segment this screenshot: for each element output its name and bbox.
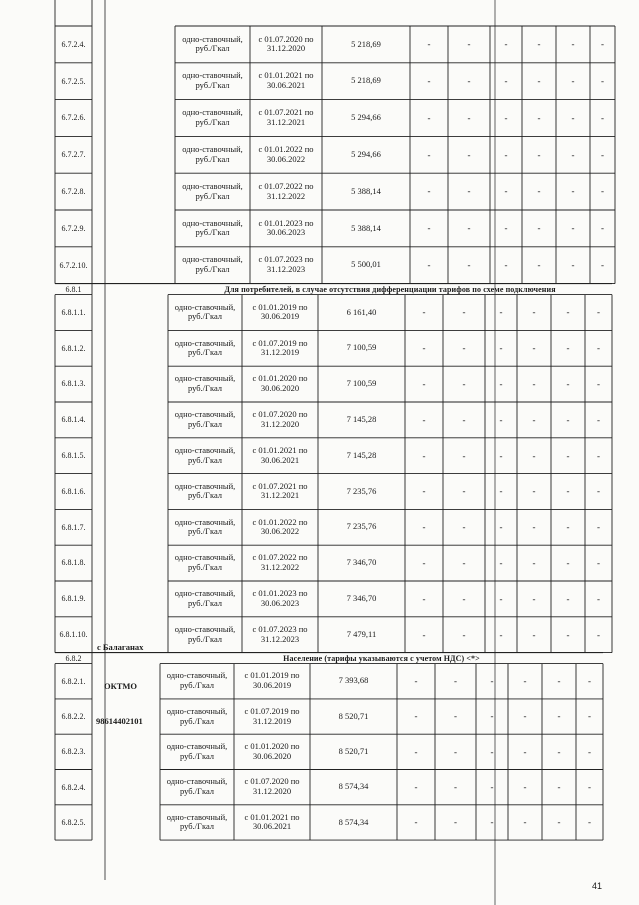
empty-value-cell: - <box>571 223 575 234</box>
tariff-type-cell: одно-ставочный, руб./Гкал <box>166 705 228 726</box>
empty-value-cell: - <box>427 112 431 123</box>
empty-value-cell: - <box>467 149 471 160</box>
empty-value-cell: - <box>504 149 508 160</box>
tariff-value-cell: 7 393,68 <box>338 675 369 686</box>
empty-value-cell: - <box>532 629 536 640</box>
empty-value-cell: - <box>597 486 600 497</box>
period-cell: с 01.01.2023 по 30.06.2023 <box>252 588 308 608</box>
empty-value-cell: - <box>462 378 466 389</box>
empty-value-cell: - <box>422 486 426 497</box>
empty-value-cell: - <box>499 414 503 425</box>
period-cell: с 01.07.2020 по 31.12.2020 <box>258 33 314 54</box>
tariff-type-cell: одно-ставочный, руб./Гкал <box>174 552 236 573</box>
empty-value-cell: - <box>462 486 466 497</box>
empty-value-cell: - <box>537 260 541 271</box>
empty-value-cell: - <box>422 593 426 604</box>
tariff-type-cell: одно-ставочный, руб./Гкал <box>174 588 236 608</box>
row-code: 6.8.1.5. <box>61 451 86 461</box>
empty-value-cell: - <box>499 343 503 354</box>
period-cell: с 01.07.2020 по 31.12.2020 <box>244 776 300 797</box>
empty-value-cell: - <box>597 557 600 568</box>
tariff-value-cell: 5 218,69 <box>351 38 381 49</box>
empty-value-cell: - <box>532 450 536 461</box>
empty-value-cell: - <box>467 186 471 197</box>
period-cell: с 01.07.2022 по 31.12.2022 <box>252 552 308 573</box>
empty-value-cell: - <box>523 781 527 792</box>
tariff-type-cell: одно-ставочный, руб./Гкал <box>174 480 236 501</box>
period-cell: с 01.01.2023 по 30.06.2023 <box>258 217 314 238</box>
empty-value-cell: - <box>588 711 591 722</box>
empty-value-cell: - <box>597 593 600 604</box>
empty-value-cell: - <box>537 149 541 160</box>
empty-value-cell: - <box>597 450 600 461</box>
empty-value-cell: - <box>601 112 604 123</box>
empty-value-cell: - <box>532 343 536 354</box>
empty-value-cell: - <box>588 676 591 687</box>
empty-value-cell: - <box>566 414 570 425</box>
tariff-type-cell: одно-ставочный, руб./Гкал <box>166 741 228 761</box>
empty-value-cell: - <box>490 781 494 792</box>
empty-value-cell: - <box>557 781 561 792</box>
empty-value-cell: - <box>588 746 591 757</box>
period-cell: с 01.07.2023 по 31.12.2023 <box>258 254 314 275</box>
empty-value-cell: - <box>467 260 471 271</box>
tariff-type-cell: одно-ставочный, руб./Гкал <box>182 180 243 201</box>
period-cell: с 01.01.2021 по 30.06.2021 <box>252 444 308 465</box>
empty-value-cell: - <box>571 260 575 271</box>
empty-value-cell: - <box>601 186 604 197</box>
empty-value-cell: - <box>566 378 570 389</box>
empty-value-cell: - <box>499 486 503 497</box>
empty-value-cell: - <box>523 746 527 757</box>
row-code: 6.8.1.10. <box>59 630 88 640</box>
tariff-type-cell: одно-ставочный, руб./Гкал <box>174 337 236 358</box>
row-code: 6.8.1.6. <box>61 486 86 496</box>
period-cell: с 01.07.2019 по 31.12.2019 <box>244 705 300 726</box>
empty-value-cell: - <box>467 112 471 123</box>
empty-value-cell: - <box>532 414 536 425</box>
empty-value-cell: - <box>422 307 426 318</box>
empty-value-cell: - <box>462 414 466 425</box>
empty-value-cell: - <box>467 39 471 50</box>
empty-value-cell: - <box>504 76 508 87</box>
row-code: 6.8.1.2. <box>61 343 86 353</box>
row-code: 6.7.2.6. <box>61 113 86 123</box>
empty-value-cell: - <box>462 343 466 354</box>
section-title: Население (тарифы указываются с учетом НДС) <*> <box>283 653 480 663</box>
period-cell: с 01.07.2020 по 31.12.2020 <box>252 409 308 429</box>
period-cell: с 01.07.2021 по 31.12.2021 <box>258 107 314 127</box>
empty-value-cell: - <box>566 522 570 533</box>
empty-value-cell: - <box>588 781 591 792</box>
empty-value-cell: - <box>523 676 527 687</box>
empty-value-cell: - <box>597 307 600 318</box>
row-code: 6.8.1.1. <box>61 307 86 317</box>
empty-value-cell: - <box>454 781 457 792</box>
empty-value-cell: - <box>571 112 575 123</box>
empty-value-cell: - <box>557 746 561 757</box>
tariff-value-cell: 7 100,59 <box>346 342 377 353</box>
empty-value-cell: - <box>462 557 466 568</box>
oktmo-label: ОКТМО <box>104 681 137 691</box>
empty-value-cell: - <box>537 112 541 123</box>
empty-value-cell: - <box>537 76 541 87</box>
tariff-type-cell: одно-ставочный, руб./Гкал <box>166 670 228 691</box>
tariff-value-cell: 5 388,14 <box>351 185 381 196</box>
empty-value-cell: - <box>422 343 426 354</box>
empty-value-cell: - <box>454 817 457 828</box>
empty-value-cell: - <box>462 450 466 461</box>
empty-value-cell: - <box>566 450 570 461</box>
empty-value-cell: - <box>427 186 431 197</box>
empty-value-cell: - <box>566 593 570 604</box>
empty-value-cell: - <box>414 817 418 828</box>
empty-value-cell: - <box>499 593 503 604</box>
empty-value-cell: - <box>504 186 508 197</box>
empty-value-cell: - <box>427 223 431 234</box>
empty-value-cell: - <box>499 307 503 318</box>
period-cell: с 01.07.2019 по 31.12.2019 <box>252 337 308 358</box>
empty-value-cell: - <box>601 260 604 271</box>
empty-value-cell: - <box>601 39 604 50</box>
empty-value-cell: - <box>571 39 575 50</box>
empty-value-cell: - <box>462 522 466 533</box>
empty-value-cell: - <box>537 223 541 234</box>
tariff-type-cell: одно-ставочный, руб./Гкал <box>182 217 243 238</box>
tariff-value-cell: 7 235,76 <box>346 521 377 532</box>
row-code: 6.8.2.3. <box>61 747 86 757</box>
empty-value-cell: - <box>537 39 541 50</box>
empty-value-cell: - <box>566 486 570 497</box>
empty-value-cell: - <box>499 522 503 533</box>
row-code: 6.8.2.5. <box>61 817 86 827</box>
tariff-type-cell: одно-ставочный, руб./Гкал <box>174 623 236 644</box>
tariff-value-cell: 7 346,70 <box>346 557 377 568</box>
empty-value-cell: - <box>601 76 604 87</box>
empty-value-cell: - <box>414 676 418 687</box>
empty-value-cell: - <box>597 378 600 389</box>
tariff-value-cell: 5 294,66 <box>351 112 381 123</box>
tariff-value-cell: 8 520,71 <box>338 710 369 721</box>
empty-value-cell: - <box>454 711 457 722</box>
empty-value-cell: - <box>427 149 431 160</box>
empty-value-cell: - <box>523 711 527 722</box>
empty-value-cell: - <box>566 307 570 318</box>
period-cell: с 01.07.2022 по 31.12.2022 <box>258 180 314 201</box>
row-code: 6.7.2.8. <box>61 186 86 196</box>
empty-value-cell: - <box>414 746 418 757</box>
empty-value-cell: - <box>454 676 457 687</box>
tariff-type-cell: одно-ставочный, руб./Гкал <box>174 373 236 394</box>
tariff-value-cell: 7 100,59 <box>346 378 377 389</box>
empty-value-cell: - <box>422 450 426 461</box>
empty-value-cell: - <box>490 746 494 757</box>
tariff-value-cell: 5 500,01 <box>351 259 381 270</box>
oktmo-code: 98614402101 <box>96 716 143 726</box>
empty-value-cell: - <box>532 593 536 604</box>
empty-value-cell: - <box>557 711 561 722</box>
row-code: 6.8.2.2. <box>61 711 86 721</box>
tariff-value-cell: 5 218,69 <box>351 75 381 86</box>
empty-value-cell: - <box>597 522 600 533</box>
page-number: 41 <box>592 881 603 891</box>
tariff-value-cell: 7 235,76 <box>346 485 377 496</box>
empty-value-cell: - <box>557 817 561 828</box>
tariff-value-cell: 7 479,11 <box>346 628 377 639</box>
empty-value-cell: - <box>532 557 536 568</box>
row-code: 6.8.1.3. <box>61 379 86 389</box>
empty-value-cell: - <box>571 186 575 197</box>
tariff-value-cell: 6 161,40 <box>346 306 377 317</box>
empty-value-cell: - <box>504 260 508 271</box>
empty-value-cell: - <box>597 414 600 425</box>
empty-value-cell: - <box>490 676 494 687</box>
row-code: 6.8.1.8. <box>61 558 86 568</box>
empty-value-cell: - <box>427 260 431 271</box>
empty-value-cell: - <box>414 781 418 792</box>
tariff-value-cell: 5 294,66 <box>351 148 381 159</box>
tariff-value-cell: 7 145,28 <box>346 414 377 425</box>
empty-value-cell: - <box>414 711 418 722</box>
empty-value-cell: - <box>427 76 431 87</box>
tariff-type-cell: одно-ставочный, руб./Гкал <box>174 301 236 322</box>
empty-value-cell: - <box>601 223 604 234</box>
tariff-type-cell: одно-ставочный, руб./Гкал <box>182 70 243 91</box>
empty-value-cell: - <box>454 746 457 757</box>
section-code: 6.8.2 <box>65 653 82 663</box>
tariff-type-cell: одно-ставочный, руб./Гкал <box>174 516 236 537</box>
row-code: 6.7.2.7. <box>61 150 86 160</box>
period-cell: с 01.01.2020 по 30.06.2020 <box>244 741 300 761</box>
row-code: 6.8.1.7. <box>61 522 86 532</box>
section-title: Для потребителей, в случае отсутствия дифференциации тарифов по схеме подключения <box>224 284 556 294</box>
empty-value-cell: - <box>490 817 494 828</box>
empty-value-cell: - <box>557 676 561 687</box>
row-code: 6.7.2.5. <box>61 76 86 86</box>
tariff-type-cell: одно-ставочный, руб./Гкал <box>182 107 243 127</box>
tariff-value-cell: 8 574,34 <box>338 816 369 827</box>
tariff-value-cell: 8 520,71 <box>338 745 369 756</box>
row-code: 6.8.1.9. <box>61 594 86 604</box>
empty-value-cell: - <box>504 39 508 50</box>
empty-value-cell: - <box>532 307 536 318</box>
tariff-type-cell: одно-ставочный, руб./Гкал <box>182 144 243 164</box>
period-cell: с 01.01.2022 по 30.06.2022 <box>258 144 314 164</box>
empty-value-cell: - <box>537 186 541 197</box>
section-code: 6.8.1 <box>65 284 82 294</box>
empty-value-cell: - <box>499 629 503 640</box>
empty-value-cell: - <box>523 817 527 828</box>
period-cell: с 01.01.2022 по 30.06.2022 <box>252 516 308 537</box>
period-cell: с 01.01.2020 по 30.06.2020 <box>252 373 308 394</box>
empty-value-cell: - <box>462 629 466 640</box>
empty-value-cell: - <box>566 557 570 568</box>
row-code: 6.7.2.4. <box>61 39 86 49</box>
empty-value-cell: - <box>597 343 600 354</box>
empty-value-cell: - <box>571 76 575 87</box>
empty-value-cell: - <box>422 629 426 640</box>
empty-value-cell: - <box>499 557 503 568</box>
tariff-type-cell: одно-ставочный, руб./Гкал <box>182 254 243 275</box>
empty-value-cell: - <box>467 223 471 234</box>
row-code: 6.8.2.1. <box>61 676 86 686</box>
empty-value-cell: - <box>499 378 503 389</box>
empty-value-cell: - <box>490 711 494 722</box>
empty-value-cell: - <box>532 486 536 497</box>
period-cell: с 01.01.2021 по 30.06.2021 <box>258 70 314 91</box>
empty-value-cell: - <box>499 450 503 461</box>
empty-value-cell: - <box>532 378 536 389</box>
empty-value-cell: - <box>504 112 508 123</box>
period-cell: с 01.01.2019 по 30.06.2019 <box>244 670 300 691</box>
empty-value-cell: - <box>504 223 508 234</box>
row-code: 6.8.2.4. <box>61 782 86 792</box>
tariff-type-cell: одно-ставочный, руб./Гкал <box>166 811 228 832</box>
period-cell: с 01.07.2021 по 31.12.2021 <box>252 480 308 501</box>
period-cell: с 01.01.2019 по 30.06.2019 <box>252 301 308 322</box>
tariff-type-cell: одно-ставочный, руб./Гкал <box>174 444 236 465</box>
tariff-value-cell: 5 388,14 <box>351 222 381 233</box>
empty-value-cell: - <box>427 39 431 50</box>
tariff-type-cell: одно-ставочный, руб./Гкал <box>166 776 228 797</box>
empty-value-cell: - <box>571 149 575 160</box>
period-cell: с 01.07.2023 по 31.12.2023 <box>252 623 308 644</box>
row-code: 6.7.2.9. <box>61 223 86 233</box>
empty-value-cell: - <box>566 629 570 640</box>
tariff-type-cell: одно-ставочный, руб./Гкал <box>174 409 236 429</box>
empty-value-cell: - <box>532 522 536 533</box>
row-code: 6.7.2.10. <box>59 260 88 270</box>
row-code: 6.8.1.4. <box>61 415 86 425</box>
tariff-value-cell: 7 145,28 <box>346 449 377 460</box>
tariff-value-cell: 8 574,34 <box>338 781 369 792</box>
period-cell: с 01.01.2021 по 30.06.2021 <box>244 811 300 832</box>
empty-value-cell: - <box>566 343 570 354</box>
settlement-label: с Балаганах <box>97 642 144 652</box>
empty-value-cell: - <box>422 414 426 425</box>
empty-value-cell: - <box>422 378 426 389</box>
empty-value-cell: - <box>597 629 600 640</box>
empty-value-cell: - <box>588 817 591 828</box>
empty-value-cell: - <box>462 593 466 604</box>
empty-value-cell: - <box>467 76 471 87</box>
empty-value-cell: - <box>422 522 426 533</box>
empty-value-cell: - <box>462 307 466 318</box>
empty-value-cell: - <box>601 149 604 160</box>
tariff-value-cell: 7 346,70 <box>346 593 377 604</box>
empty-value-cell: - <box>422 557 426 568</box>
tariff-type-cell: одно-ставочный, руб./Гкал <box>182 33 243 54</box>
